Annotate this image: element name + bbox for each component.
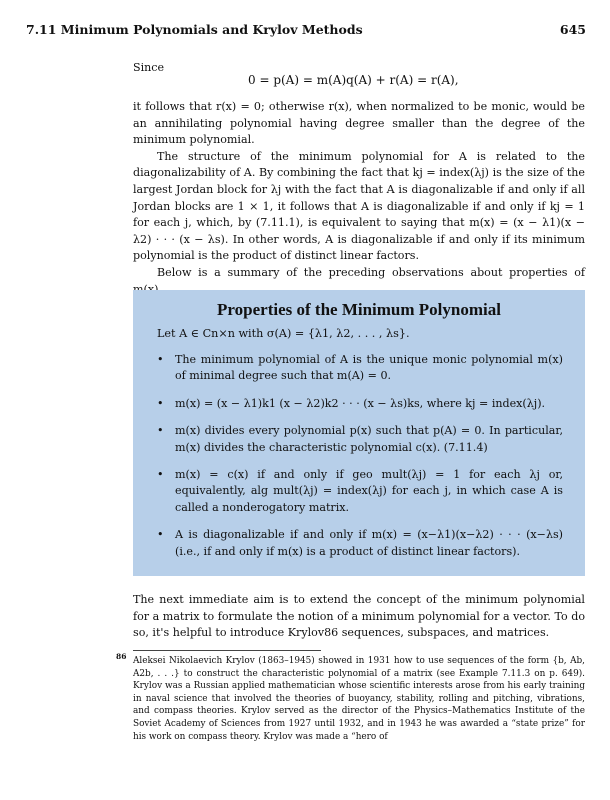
bullet-icon: • bbox=[157, 424, 164, 438]
list-item-text: m(x) = (x − λ1)k1 (x − λ2)k2 · · · (x − λs)ks, where kj = index(λj). bbox=[175, 396, 546, 410]
footnote-text: Aleksei Nikolaevich Krylov (1863–1945) showed in 1931 how to use sequences of the form {b, Ab, A2b, . . .} to construct the characteristic polynomial of a matrix (see Example 7.11.3 on p. 649). Krylov was a Russian applied mathematician whose scientific interests arose from his early training in naval science that involved the theories of buoyancy, stability, rolling and pitching, vibrations, and compass theories. Krylov served as the director of the Physics–Mathematics Institute of the Soviet Academy of Sciences from 1927 until 1932, and in 1943 he was awarded a “state prize” for his work on compass theory. Krylov was made a “hero of bbox=[133, 656, 585, 742]
page-number: 645 bbox=[559, 22, 586, 37]
properties-box bbox=[133, 290, 585, 576]
paragraph-2: The structure of the minimum polynomial for A is related to the diagonalizability of A. By combining the fact that kj = index(λj) is the size of the largest Jordan block for λj with the fact that A is diagonalizable if and only if all Jordan blocks are 1 × 1, it follows that A is diagonalizable if and only if kj = 1 for each j, which, by (7.11.1), is equivalent to saying that m(x) = (x − λ1)(x − λ2) · · · (x − λs). In other words, A is diagonalizable if and only if its minimum polynomial is the product of distinct linear factors. bbox=[133, 149, 585, 263]
bullet-icon: • bbox=[157, 396, 164, 410]
list-item bbox=[157, 527, 563, 560]
footnote-rule bbox=[133, 650, 321, 651]
closing-paragraph: The next immediate aim is to extend the concept of the minimum polynomial for a matrix to formulate the notion of a minimum polynomial for a vector. To do so, it's helpful to introduce Krylov86 sequences, subspaces, and matrices. bbox=[133, 593, 585, 640]
box-title: Properties of the Minimum Polynomial bbox=[217, 300, 501, 319]
footnote-mark: 86 bbox=[116, 652, 127, 661]
list-item bbox=[157, 352, 563, 385]
section-title: 7.11 Minimum Polynomials and Krylov Methods bbox=[26, 22, 363, 37]
bullet-icon: • bbox=[157, 528, 164, 542]
bullet-icon: • bbox=[157, 468, 164, 482]
properties-list bbox=[157, 352, 563, 571]
list-item bbox=[157, 423, 563, 456]
intro-text bbox=[133, 99, 585, 298]
paragraph-3: Below is a summary of the preceding observations about properties of bbox=[157, 265, 585, 279]
since-word: Since bbox=[133, 61, 165, 74]
list-item-text: m(x) = c(x) if and only if geo mult(λj) = 1 for each λj or, equivalently, alg mult(λj) = index(λj) for each j, in which case A is called a nonderogatory matrix. bbox=[175, 468, 563, 514]
list-item-text: The minimum polynomial of A is the unique monic polynomial m(x) of minimal degree such that m(A) = 0. bbox=[175, 353, 563, 383]
box-let-statement: Let A ∈ Cn×n with σ(A) = {λ1, λ2, . . . , λs}. bbox=[157, 327, 410, 340]
list-item-text: A is diagonalizable if and only if m(x) = (x−λ1)(x−λ2) · · · (x−λs) (i.e., if and only if m(x) is a product of distinct linear factors). bbox=[175, 528, 563, 558]
list-item bbox=[157, 467, 563, 516]
bullet-icon: • bbox=[157, 353, 164, 366]
running-header bbox=[26, 22, 586, 40]
list-item-text: m(x) divides every polynomial p(x) such that p(A) = 0. In particular, m(x) divides the characteristic polynomial c(x). (7.11.4) bbox=[175, 424, 563, 454]
list-item bbox=[157, 396, 563, 412]
paragraph-1: it follows that r(x) = 0; otherwise r(x), when normalized to be monic, would be an annihilating polynomial having degree smaller than the degree of the minimum polynomial. bbox=[133, 100, 585, 147]
display-equation: 0 = p(A) = m(A)q(A) + r(A) = r(A), bbox=[248, 73, 459, 87]
